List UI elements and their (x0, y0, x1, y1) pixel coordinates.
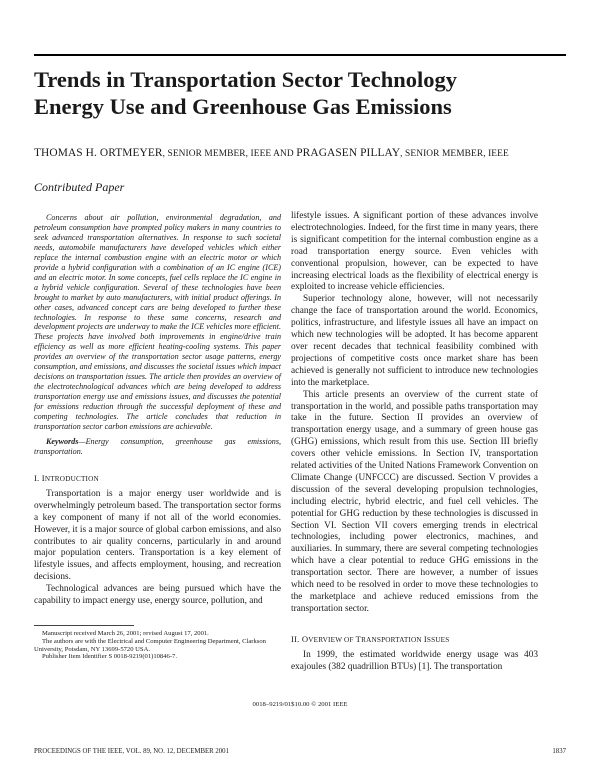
left-column (34, 213, 281, 608)
journal-citation: PROCEEDINGS OF THE IEEE, VOL. 89, NO. 12, DECEMBER 2001 (34, 748, 229, 755)
overview-paragraph-1: In 1999, the estimated worldwide energy usage was 403 exajoules (382 quadrillion BTUs) [1]. The transportation (291, 649, 538, 672)
right-column (291, 211, 538, 674)
abstract: Concerns about air pollution, environmental degradation, and petroleum consumption have prompted policy makers in many countries to seek advanced transportation alternatives. In response to such societal needs, automobile manufacturers have developed vehicles which either replace the internal combustion engine with an electric motor or which provide a hybrid configuration with a combination of an IC engine (ICE) and an electric motor. In some concepts, fuel cells replace the IC engine in a hybrid vehicle configuration. Several of these technologies have been brought to market by auto manufacturers, with initial product offerings. In other cases, advanced concept cars are being developed to further these technologies. In response to these same concerns, research and development projects are underway to make the ICE vehicles more efficient. These projects have involved both improvements in engine/drive train efficiency as well as more efficient heating-cooling systems. This paper provides an overview of the transportation sector usage patterns, energy consumption, and emissions, and discusses the societal issues which impact decisions on transportation issues. The article then provides an overview of the electrotechnological advances which are being developed to address transportation energy use and emissions issues, and discusses the potential for emissions reduction through the successful deployment of these and competing technologies. The article concludes that reduction in transportation sector carbon emissions are achievable. (34, 213, 281, 432)
footnotes (34, 630, 281, 661)
page-footer (34, 748, 566, 755)
author-1-affiliation: , SENIOR MEMBER, IEEE AND (162, 149, 297, 159)
title-line-1: Trends in Transportation Sector Technology (34, 67, 457, 92)
paper-type-label: Contributed Paper (34, 180, 125, 194)
page-number: 1837 (552, 748, 566, 755)
copyright-line: 0018–9219/01$10.00 © 2001 IEEE (252, 701, 348, 708)
author-2-name: PRAGASEN PILLAY (296, 147, 401, 159)
right-paragraph-2: Superior technology alone, however, will not necessarily change the face of transportation around the world. Economics, politics, infrastructure, and lifestyle issues all have an impact on which new technologies will be adopted. It has become apparent over recent decades that technical feasibility combined with projections of competitive costs once market share has been achieved is generally not sufficient to introduce new technologies into the marketplace. (291, 294, 538, 388)
intro-paragraph-2: Technological advances are being pursued which have the capability to impact energy use, energy source, pollution, and (34, 584, 281, 607)
keywords-label: Keywords (46, 436, 79, 446)
footnote-affiliation: The authors are with the Electrical and Computer Engineering Department, Clarkson University, Potsdam, NY 13699-5720 USA. (34, 637, 266, 653)
right-paragraph-1: lifestyle issues. A significant portion of these advances involve electrotechnologies. Indeed, for the first time in many years, there is significant competition for the internal combustion engine as a road transportation energy source. Even vehicles with conventional propulsion, however, can be expected to have increasing electrical loads as the flexibility of electrical energy is exploited to increase vehicle efficiencies. (291, 211, 538, 293)
top-rule (34, 54, 566, 56)
section-heading-introduction: I. INTRODUCTION (34, 472, 99, 483)
title-line-2: Energy Use and Greenhouse Gas Emissions (34, 94, 452, 119)
footnote-received: Manuscript received March 26, 2001; revised August 17, 2001. (42, 630, 209, 637)
author-1-name: THOMAS H. ORTMEYER (34, 147, 163, 159)
keywords (34, 437, 281, 457)
keywords-text: —Energy consumption, greenhouse gas emissions, transportation. (34, 436, 281, 456)
intro-paragraph-1: Transportation is a major energy user worldwide and is overwhelmingly petroleum based. The transportation sector forms a key component of many if not all of the world economies. However, it is a major source of global carbon emissions, and also contributes to air quality concerns, particularly in and around major population centers. Transportation is a key element of lifestyle issues, and affects employment, housing, and recreation decisions. (34, 488, 281, 583)
right-paragraph-3: This article presents an overview of the current state of transportation in the world, and possible paths transportation may take in the future. Section II provides an overview of transportation energy usage, and a summary of green house gas (GHG) emissions, which result from this use. Section III briefly covers other vehicle emissions. In Section IV, transportation related activities of the United Nations Framework Convention on Climate Change (UNFCCC) are discussed. Section V provides a discussion of the several developing propulsion technologies, including electric, hybrid electric, and fuel cell vehicles. The potential for GHG reduction by these technologies is discussed in Section VI. Section VII covers emerging trends in electrical technologies, including power electronics, machines, and auxiliaries. In summary, there are several competing technologies which have a clear potential to reduce GHG emissions in the transportation sector. There are however, a number of issues which need to be resolved in order to move these technologies to the marketplace and achieve reduced emissions from the transportation sector. (291, 389, 538, 614)
author-line (34, 147, 574, 159)
footnote-identifier: Publisher Item Identifier S 0018-9219(01)10846-7. (42, 653, 177, 661)
footnote-divider (34, 625, 134, 626)
article-title (34, 66, 574, 120)
author-2-affiliation: , SENIOR MEMBER, IEEE (400, 149, 509, 159)
section-heading-overview: II. OVERVIEW OF TRANSPORTATION ISSUES (291, 633, 450, 644)
